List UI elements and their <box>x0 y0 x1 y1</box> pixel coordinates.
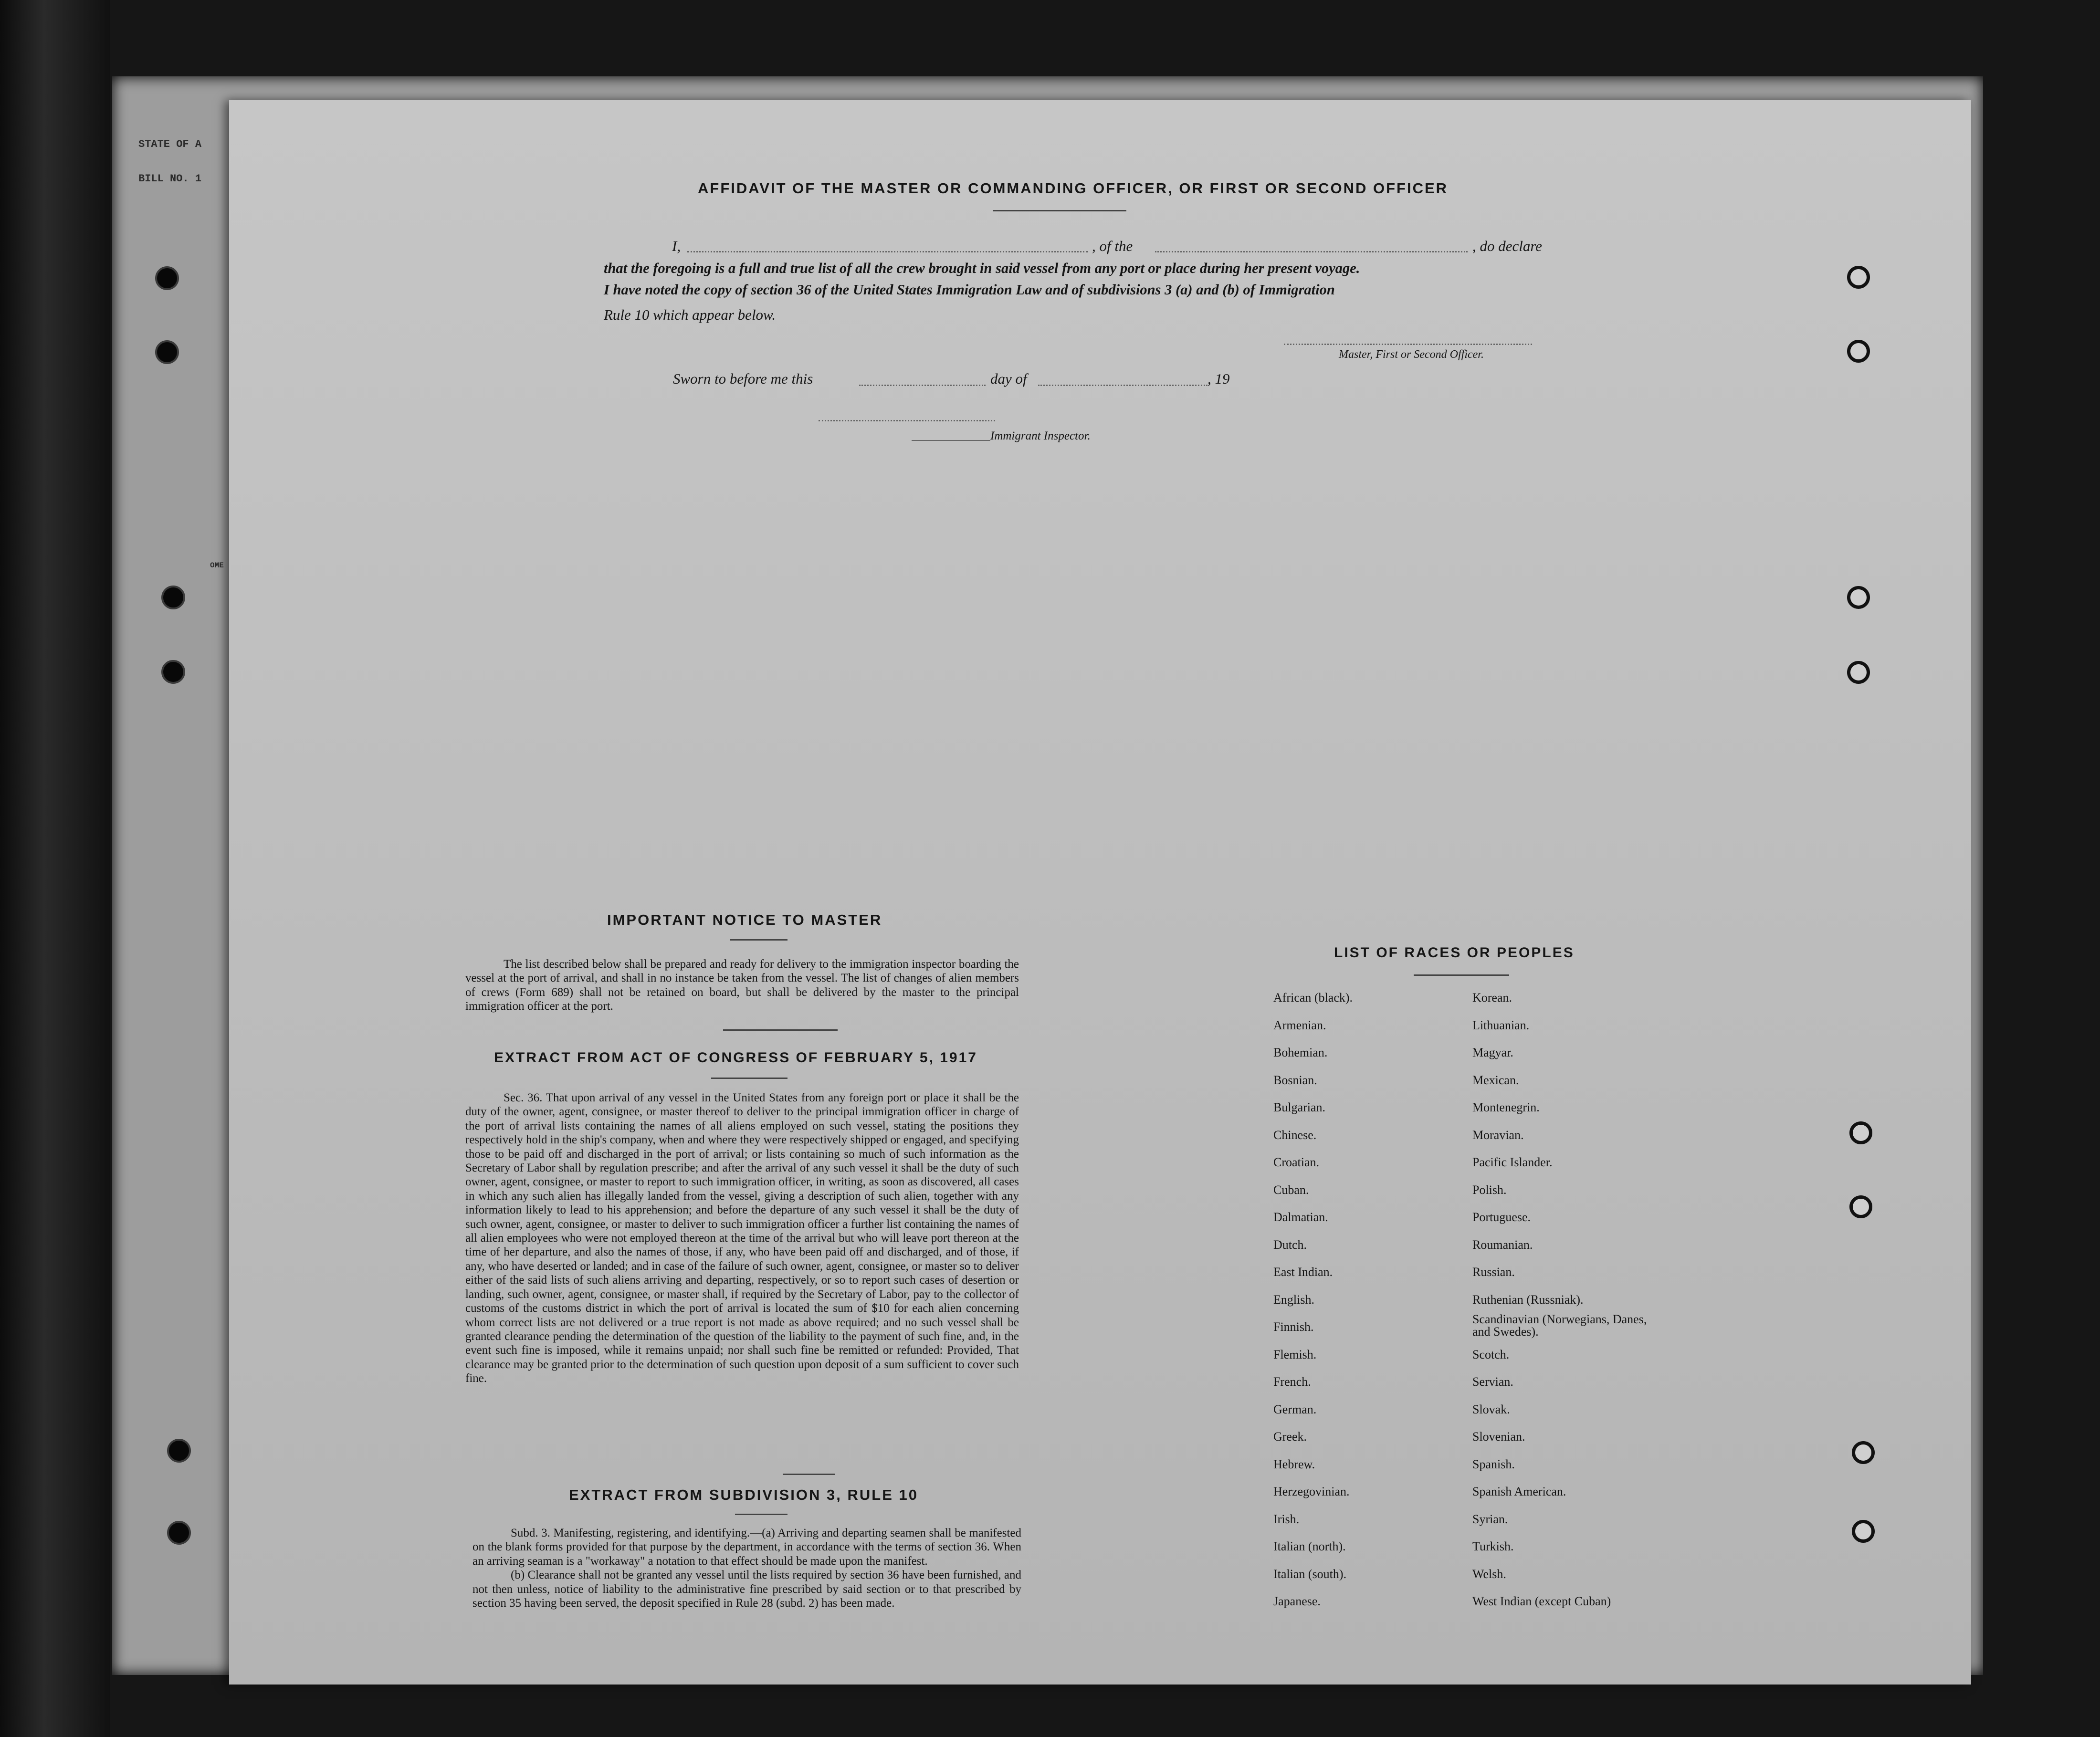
divider <box>723 1029 838 1031</box>
punch-hole <box>167 1521 191 1545</box>
year-label: , 19 <box>1208 370 1230 387</box>
punch-hole <box>1852 1520 1875 1543</box>
races-heading: LIST OF RACES OR PEOPLES <box>1334 945 1575 961</box>
affidavit-line-3: I have noted the copy of section 36 of the United States Immigration Law and of subdivisions 3 (a) and (b) of Immigration <box>604 282 1335 298</box>
race-item: Polish. <box>1472 1182 1507 1197</box>
back-stamp-line-2: BILL NO. 1 <box>138 173 202 185</box>
master-name-blank[interactable] <box>687 251 1088 252</box>
signature-label: Master, First or Second Officer. <box>1339 348 1484 361</box>
notice-heading: IMPORTANT NOTICE TO MASTER <box>607 911 882 928</box>
punch-hole <box>161 586 185 609</box>
divider <box>735 1514 788 1515</box>
race-item: Korean. <box>1472 991 1512 1005</box>
punch-hole <box>1852 1441 1875 1464</box>
punch-hole <box>1849 1121 1872 1144</box>
race-item: Irish. <box>1273 1512 1300 1526</box>
race-item: Hebrew. <box>1273 1457 1315 1471</box>
race-item: Japanese. <box>1273 1594 1321 1608</box>
race-item: Cuban. <box>1273 1182 1309 1197</box>
race-item: West Indian (except Cuban) <box>1472 1594 1611 1608</box>
divider <box>730 939 788 941</box>
punch-hole <box>1847 661 1870 684</box>
race-item: Slovak. <box>1472 1402 1510 1416</box>
day-of-label: day of <box>990 370 1027 387</box>
notice-text: The list described below shall be prepared and ready for delivery to the immigration inspector boarding the vessel at the port of arrival, and shall in no instance be taken from the vessel. The list of changes of alien members of crews (Form 689) shall not be retained on board, but shall be delivered by the master to the principal immigration officer at the port. <box>465 958 1019 1013</box>
race-item: Slovenian. <box>1472 1430 1525 1444</box>
race-item: Portuguese. <box>1472 1210 1531 1224</box>
affidavit-line-2: that the foregoing is a full and true list of all the crew brought in said vessel from any port or place during her present voyage. <box>604 260 1360 276</box>
race-item: Scotch. <box>1472 1347 1510 1361</box>
punch-hole <box>161 660 185 684</box>
race-item: Moravian. <box>1472 1128 1524 1142</box>
punch-hole <box>167 1439 191 1463</box>
inspector-label: Immigrant Inspector. <box>990 429 1091 442</box>
race-item: Italian (south). <box>1273 1567 1347 1581</box>
race-item: Armenian. <box>1273 1018 1326 1032</box>
race-item: East Indian. <box>1273 1265 1333 1279</box>
inspector-rule <box>912 440 990 441</box>
affidavit-i-label: I, <box>672 238 681 254</box>
race-item: Dutch. <box>1273 1237 1307 1252</box>
race-item: Ruthenian (Russniak). <box>1472 1292 1584 1307</box>
race-item: Croatian. <box>1273 1155 1320 1169</box>
race-item: Herzegovinian. <box>1273 1485 1350 1498</box>
race-item: Syrian. <box>1472 1512 1508 1526</box>
back-stamp-line-1: STATE OF A <box>138 138 202 150</box>
race-item: French. <box>1273 1375 1311 1389</box>
race-item: Turkish. <box>1472 1539 1514 1553</box>
race-item: English. <box>1273 1292 1314 1307</box>
act-text: Sec. 36. That upon arrival of any vessel in the United States from any foreign port or place it shall be the duty of the owner, agent, consignee, or master thereof to deliver to the principal immigration officer in charge of the port of arrival lists containing the names of all aliens employed on such vessel, stating the positions they respectively hold in the ship's company, when and where they were respectively shipped or engaged, and specifying those to be paid off and discharged in the port of arrival; or lists containing so much of such information as the Secretary of Labor shall by regulation prescribe; and after the arrival of any such vessel it shall be the duty of such owner, agent, consignee, or master to report to such immigration officer, in writing, as soon as discovered, all cases in which any such alien has illegally landed from the vessel, giving a description of such alien, together with any information likely to lead to his apprehension; and before the departure of any such vessel it shall be the duty of such owner, agent, consignee, or master to deliver to such immigration officer a further list containing the names of all alien employees who were not employed thereon at the time of the arrival but who will leave port thereon at the time of her departure, and also the names of those, if any, who have been paid off and discharged, and of those, if any, who have deserted or landed; and in case of the failure of such owner, agent, consignee, or master so to deliver either of the said lists of such aliens arriving and departing, respectively, or so to report such cases of desertion or landing, such owner, agent, consignee, or master shall, if required by the Secretary of Labor, pay to the collector of customs of the customs district in which the port of arrival is located the sum of $10 for each alien concerning whom correct lists are not delivered or a true report is not made as above required; and no such vessel shall be granted clearance pending the determination of the question of the liability to the payment of such fine, and, in the event such fine is imposed, while it remains unpaid; nor shall such fine be remitted or refunded: Provided, That clearance may be granted prior to the determination of such question upon deposit of a sum sufficient to cover such fine. <box>465 1091 1019 1385</box>
sworn-day-blank[interactable] <box>859 385 986 386</box>
race-item: Bulgarian. <box>1273 1100 1326 1114</box>
race-item: Spanish American. <box>1472 1485 1566 1498</box>
affidavit-declare-label: , do declare <box>1472 238 1543 254</box>
affidavit-heading: AFFIDAVIT OF THE MASTER OR COMMANDING OFFICER, OR FIRST OR SECOND OFFICER <box>698 180 1449 197</box>
race-item: Spanish. <box>1472 1457 1515 1471</box>
affidavit-of-the-label: , of the <box>1092 238 1133 254</box>
punch-hole <box>1847 266 1870 289</box>
punch-hole <box>155 340 179 364</box>
race-item: Mexican. <box>1472 1073 1519 1087</box>
race-item: Scandinavian (Norwegians, Danes, and Swedes). <box>1472 1312 1647 1339</box>
rule-heading: EXTRACT FROM SUBDIVISION 3, RULE 10 <box>569 1486 918 1503</box>
race-item: Roumanian. <box>1472 1237 1533 1252</box>
race-item: Chinese. <box>1273 1128 1317 1142</box>
race-item: Finnish. <box>1273 1320 1314 1334</box>
race-item: German. <box>1273 1402 1317 1416</box>
signature-blank[interactable] <box>1284 344 1532 345</box>
vessel-name-blank[interactable] <box>1155 251 1468 252</box>
race-item: Welsh. <box>1472 1567 1506 1581</box>
sworn-month-blank[interactable] <box>1038 385 1208 386</box>
race-item: Montenegrin. <box>1472 1100 1540 1114</box>
punch-hole <box>155 266 179 290</box>
document-sheet <box>229 100 1971 1685</box>
race-item: Flemish. <box>1273 1347 1317 1361</box>
sworn-label: Sworn to before me this <box>673 370 813 387</box>
race-item: Greek. <box>1273 1430 1307 1444</box>
race-item: African (black). <box>1273 991 1353 1005</box>
race-item: Italian (north). <box>1273 1539 1346 1553</box>
back-side-mark: OME <box>210 561 224 570</box>
race-item: Dalmatian. <box>1273 1210 1328 1224</box>
race-item: Lithuanian. <box>1472 1018 1530 1032</box>
punch-hole <box>1847 586 1870 609</box>
inspector-signature-blank[interactable] <box>819 420 995 421</box>
race-item: Bosnian. <box>1273 1073 1317 1087</box>
divider <box>1414 974 1509 976</box>
race-item: Servian. <box>1472 1375 1513 1389</box>
act-heading: EXTRACT FROM ACT OF CONGRESS OF FEBRUARY 5, 1917 <box>494 1050 977 1066</box>
race-item: Russian. <box>1472 1265 1515 1279</box>
race-item: Pacific Islander. <box>1472 1155 1553 1169</box>
scan-background <box>0 0 110 1737</box>
rule-text: Subd. 3. Manifesting, registering, and identifying.—(a) Arriving and departing seamen shall be manifested on the blank forms provided for that purpose by the department, in accordance with the terms of section 36. When an arriving seaman is a "workaway" a notation to that effect should be made upon the manifest. (b) Clearance shall not be granted any vessel until the lists required by section 36 have been furnished, and not then unless, notice of liability to the administrative fine prescribed by said section or to that prescribed by section 35 having been served, the deposit specified in Rule 28 (subd. 2) has been made. <box>472 1527 1021 1610</box>
race-item: Bohemian. <box>1273 1046 1328 1059</box>
punch-hole <box>1847 340 1870 363</box>
divider <box>711 1078 788 1079</box>
affidavit-line-4: Rule 10 which appear below. <box>604 306 776 323</box>
punch-hole <box>1849 1195 1872 1218</box>
divider <box>783 1474 835 1475</box>
race-item: Magyar. <box>1472 1046 1513 1059</box>
divider <box>993 210 1126 211</box>
